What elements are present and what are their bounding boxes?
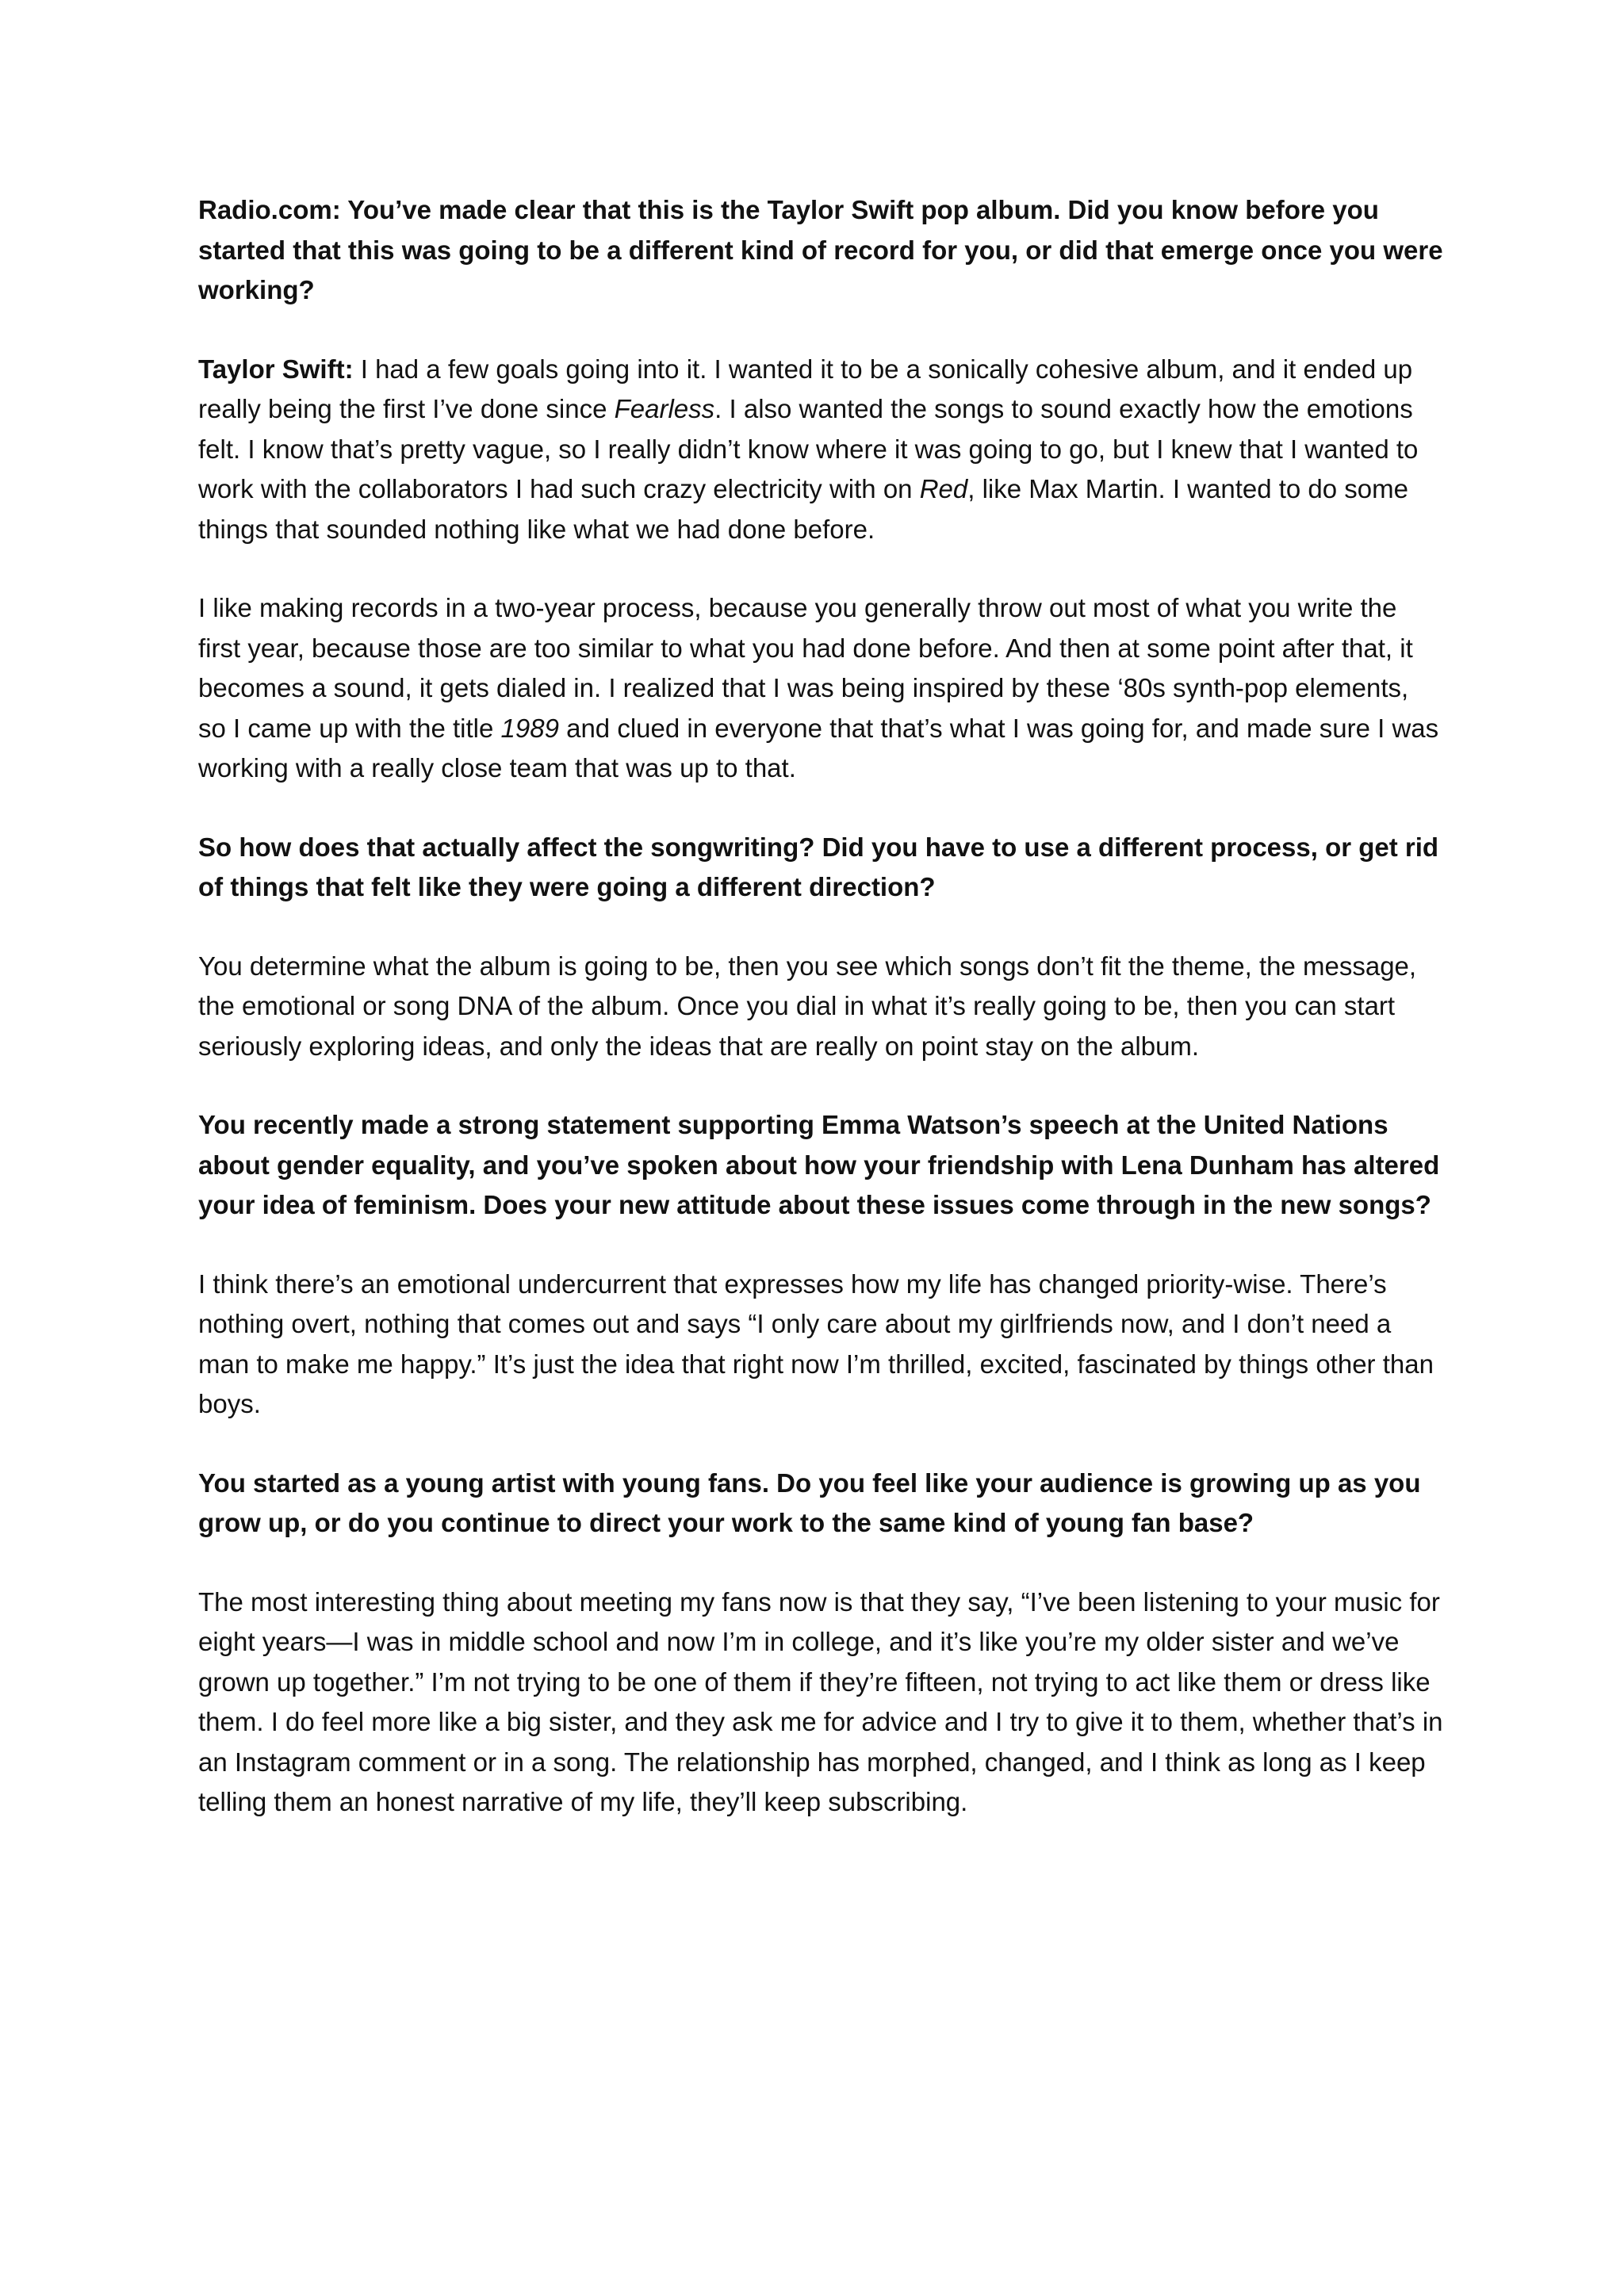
answer-text: You determine what the album is going to be, then you see which songs don’t fit the theme, the message, the emotional or song DNA of the album. Once you dial in what it’s really going to be, then you can start seriously exploring ideas, and only the ideas that are really on point stay on the album. xyxy=(198,951,1417,1061)
interview-question xyxy=(198,1105,1443,1226)
interview-question xyxy=(198,828,1443,908)
question-text: Radio.com: You’ve made clear that this is the Taylor Swift pop album. Did you know before you started that this was going to be a different kind of record for you, or did that emerge once you were working? xyxy=(198,195,1443,304)
interview-answer xyxy=(198,588,1443,789)
question-text: So how does that actually affect the songwriting? Did you have to use a different process, or get rid of things that felt like they were going a different direction? xyxy=(198,832,1439,901)
answer-text: The most interesting thing about meeting my fans now is that they say, “I’ve been listening to your music for eight years—I was in middle school and now I’m in college, and it’s like you’re my older sister and we’ve grown up together.” I’m not trying to be one of them if they’re fifteen, not trying to act like them or dress like them. I do feel more like a big sister, and they ask me for advice and I try to give it to them, whether that’s in an Instagram comment or in a song. The relationship has morphed, changed, and I think as long as I keep telling them an honest narrative of my life, they’ll keep subscribing. xyxy=(198,1586,1443,1816)
interview-answer xyxy=(198,1582,1443,1823)
answer-text: and clued in everyone that that’s what I was going for, and made sure I was working with a really close team that was up to that. xyxy=(198,713,1439,783)
album-title: Fearless xyxy=(614,394,715,423)
answer-text: I had a few goals going into it. I wanted it to be a sonically cohesive album, and it ended up really being the first I’ve done since xyxy=(198,354,1413,423)
answer-text: I think there’s an emotional undercurrent that expresses how my life has changed priority-wise. There’s nothing overt, nothing that comes out and says “I only care about my girlfriends now, and I don’t need a man to make me happy.” It’s just the idea that right now I’m thrilled, excited, fascinated by things other than boys. xyxy=(198,1269,1434,1418)
answer-text: I like making records in a two-year process, because you generally throw out most of what you write the first year, because those are too similar to what you had done before. And then at some point after that, it becomes a sound, it gets dialed in. I realized that I was being inspired by these ‘80s synth-pop elements, so I came up with the title xyxy=(198,593,1413,743)
album-title: Red xyxy=(919,474,968,503)
interview-answer xyxy=(198,947,1443,1067)
speaker-label: Taylor Swift: xyxy=(198,354,354,384)
interview-answer xyxy=(198,350,1443,550)
question-text: You recently made a strong statement supporting Emma Watson’s speech at the United Nations about gender equality, and you’ve spoken about how your friendship with Lena Dunham has altered your idea of feminism. Does your new attitude about these issues come through in the new songs? xyxy=(198,1110,1440,1219)
interview-answer xyxy=(198,1265,1443,1425)
interview-question xyxy=(198,1464,1443,1544)
question-text: You started as a young artist with young fans. Do you feel like your audience is growing up as you grow up, or do you continue to direct your work to the same kind of young fan base? xyxy=(198,1468,1421,1537)
album-title: 1989 xyxy=(500,713,559,743)
answer-text: , like Max Martin. I wanted to do some things that sounded nothing like what we had done before. xyxy=(198,474,1408,544)
answer-text: . I also wanted the songs to sound exactly how the emotions felt. I know that’s pretty vague, so I really didn’t know where it was going to go, but I knew that I wanted to work with the collaborators I had such crazy electricity with on xyxy=(198,394,1419,503)
interview-question xyxy=(198,190,1443,311)
